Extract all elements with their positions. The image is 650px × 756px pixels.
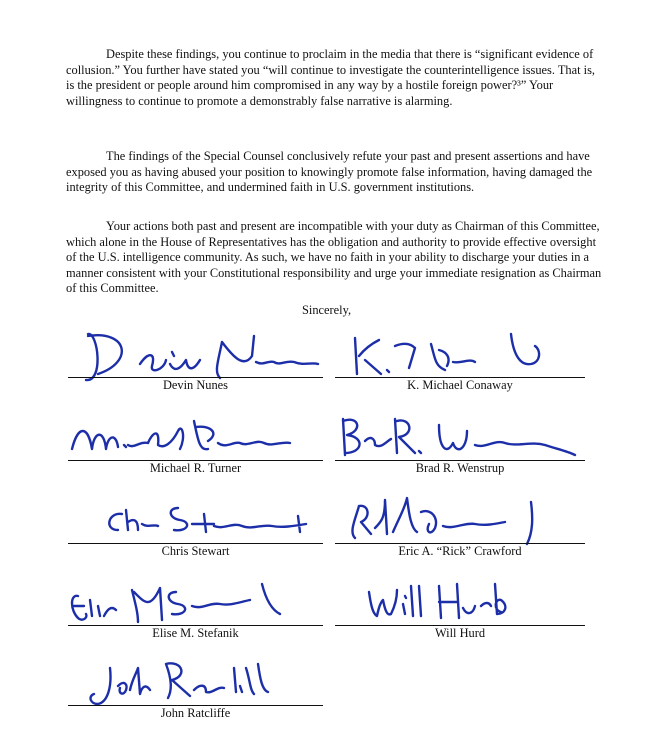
signatory-name: Michael R. Turner	[149, 461, 242, 475]
handwritten-signature-wenstrup	[335, 405, 585, 465]
signature-block-stefanik	[68, 570, 323, 640]
handwritten-signature-ratcliffe	[68, 650, 323, 710]
handwritten-signature-crawford	[335, 488, 585, 548]
signature-block-hurd	[335, 570, 585, 640]
signatory-name: Chris Stewart	[161, 544, 230, 558]
signature-block-stewart	[68, 488, 323, 558]
signature-block-crawford	[335, 488, 585, 558]
signatory-name: Devin Nunes	[162, 378, 229, 392]
signature-block-turner	[68, 405, 323, 475]
signatory-name: John Ratcliffe	[160, 706, 231, 720]
signatory-name: Brad R. Wenstrup	[415, 461, 505, 475]
signature-block-wenstrup	[335, 405, 585, 475]
handwritten-signature-stefanik	[68, 570, 323, 630]
handwritten-signature-stewart	[68, 488, 323, 548]
letter-paragraph-3: Your actions both past and present are incompatible with your duty as Chairman of this Committee, which alone in the House of Representatives has the obligation and authority to provide effective oversight of the U.S. intelligence community. As such, we have no faith in your ability to discharge your duties in a manner consistent with your Constitutional responsibility and urge your immediate resignation as Chairman of this Committee.	[66, 219, 602, 296]
letter-paragraph-2: The findings of the Special Counsel conclusively refute your past and present assertions and have exposed you as having abused your position to knowingly promote false information, having damaged the integrity of this Committee, and undermined faith in U.S. government institutions.	[66, 149, 593, 195]
signature-block-nunes	[68, 322, 323, 392]
signatory-name: Eric A. “Rick” Crawford	[398, 544, 522, 558]
letter-paragraph-1: Despite these findings, you continue to proclaim in the media that there is “significant evidence of collusion.” You further have stated you “will continue to investigate the counterintelligence issues. That is, is the president or people around him compromised in any way by a hostile foreign power?³” Your willingness to continue to promote a demonstrably false narrative is alarming.	[66, 47, 596, 108]
signatory-name: Elise M. Stefanik	[152, 626, 239, 640]
signature-block-conaway	[335, 322, 585, 392]
handwritten-signature-hurd	[335, 570, 585, 630]
handwritten-signature-turner	[68, 405, 323, 465]
handwritten-signature-conaway	[335, 322, 585, 382]
signatory-name: K. Michael Conaway	[407, 378, 513, 392]
signatory-name: Will Hurd	[434, 626, 486, 640]
signature-block-ratcliffe	[68, 650, 323, 720]
handwritten-signature-nunes	[68, 322, 323, 382]
closing-salutation: Sincerely,	[302, 303, 352, 317]
